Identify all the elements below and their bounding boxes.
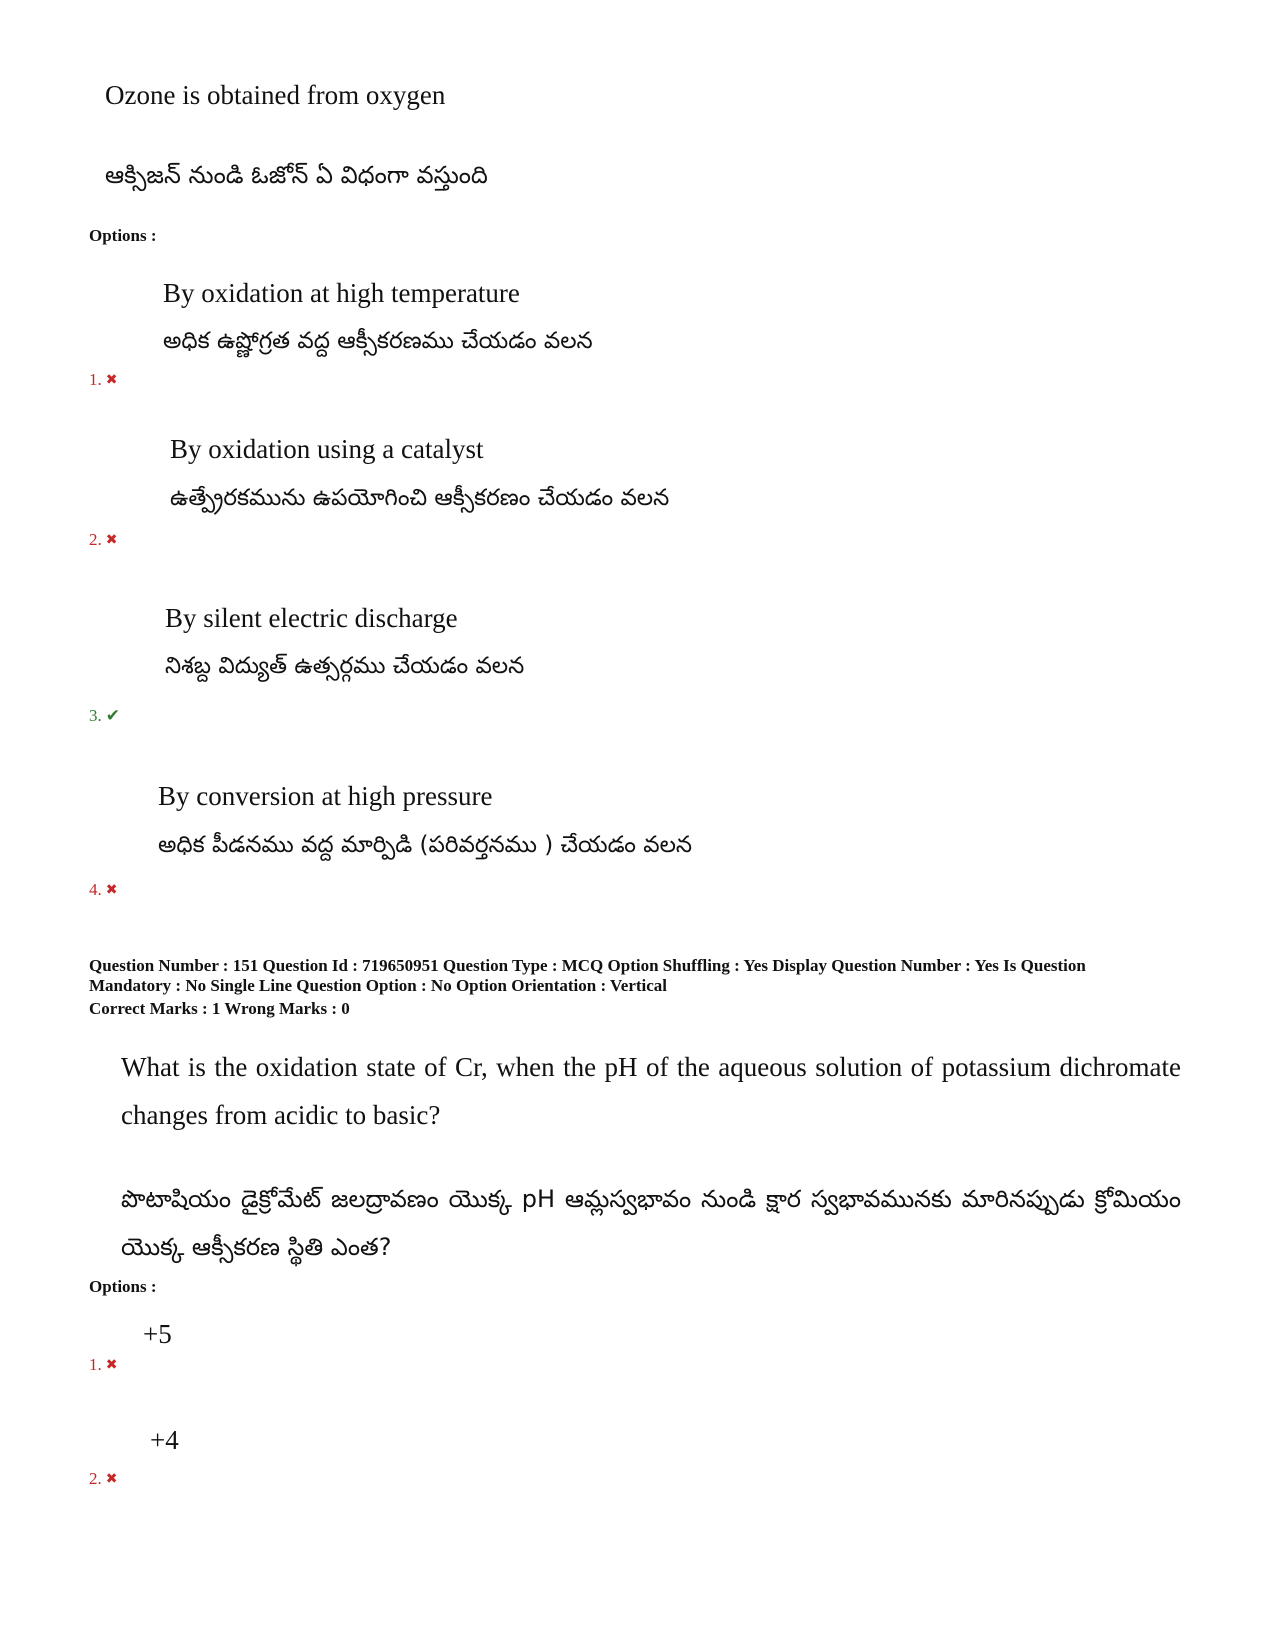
- cross-icon: ✖: [105, 1357, 118, 1373]
- option-3-text-te: నిశబ్ద విద్యుత్ ఉత్సర్గము చేయడం వలన: [165, 653, 525, 679]
- option-1-number: [89, 370, 117, 390]
- question-text-en: Ozone is obtained from oxygen: [105, 80, 446, 110]
- option-1-value: +5: [143, 1319, 172, 1349]
- option-1-number: [89, 1355, 117, 1375]
- cross-icon: ✖: [105, 882, 118, 898]
- question-text-en: What is the oxidation state of Cr, when the pH of the aqueous solution of potassium dichromate changes from acidic to basic?: [121, 1052, 1181, 1130]
- option-2-number: [89, 1469, 117, 1489]
- option-2-text-en: By oxidation using a catalyst: [170, 434, 484, 464]
- cross-icon: ✖: [105, 532, 118, 548]
- option-number: 1.: [89, 1355, 102, 1374]
- option-number: 1.: [89, 370, 102, 389]
- option-number: 2.: [89, 1469, 102, 1488]
- option-number: 4.: [89, 880, 102, 899]
- question-meta-line-2: Mandatory : No Single Line Question Option : No Option Orientation : Vertical: [89, 976, 668, 995]
- cross-icon: ✖: [105, 372, 118, 388]
- option-3-number: [89, 706, 120, 726]
- option-3-text-en: By silent electric discharge: [165, 603, 458, 633]
- cross-icon: ✖: [105, 1471, 118, 1487]
- question-text-te: ఆక్సిజన్ నుండి ఓజోన్ ఏ విధంగా వస్తుంది: [105, 161, 488, 189]
- option-number: 3.: [89, 706, 102, 725]
- options-label: Options :: [89, 226, 157, 245]
- option-4-number: [89, 880, 117, 900]
- check-icon: ✔: [105, 706, 120, 726]
- option-1-text-te: అధిక ఉష్ణోగ్రత వద్ద ఆక్సీకరణము చేయడం వలన: [163, 328, 593, 354]
- question-text-te: పొటాషియం డైక్రోమేట్ జలద్రావణం యొక్క pH ఆమ్లస్వభావం నుండి క్షార స్వభావమునకు మారినప్పుడు క్రోమియం యొక్క ఆక్సీకరణ స్థితి ఎంత?: [121, 1185, 1181, 1261]
- question-marks: Correct Marks : 1 Wrong Marks : 0: [89, 999, 350, 1018]
- option-1-text-en: By oxidation at high temperature: [163, 278, 520, 308]
- option-2-value: +4: [150, 1425, 179, 1455]
- option-4-text-te: అధిక పీడనము వద్ద మార్పిడి (పరివర్తనము ) చేయడం వలన: [158, 832, 693, 858]
- option-2-number: [89, 530, 117, 550]
- question-meta: [89, 956, 1209, 996]
- option-2-text-te: ఉత్ప్రేరకమును ఉపయోగించి ఆక్సీకరణం చేయడం వలన: [170, 485, 670, 511]
- question-meta-line-1: Question Number : 151 Question Id : 719650951 Question Type : MCQ Option Shuffling : Yes Display Question Number : Yes Is Question: [89, 956, 1086, 975]
- options-label: Options :: [89, 1277, 157, 1296]
- option-4-text-en: By conversion at high pressure: [158, 781, 493, 811]
- option-number: 2.: [89, 530, 102, 549]
